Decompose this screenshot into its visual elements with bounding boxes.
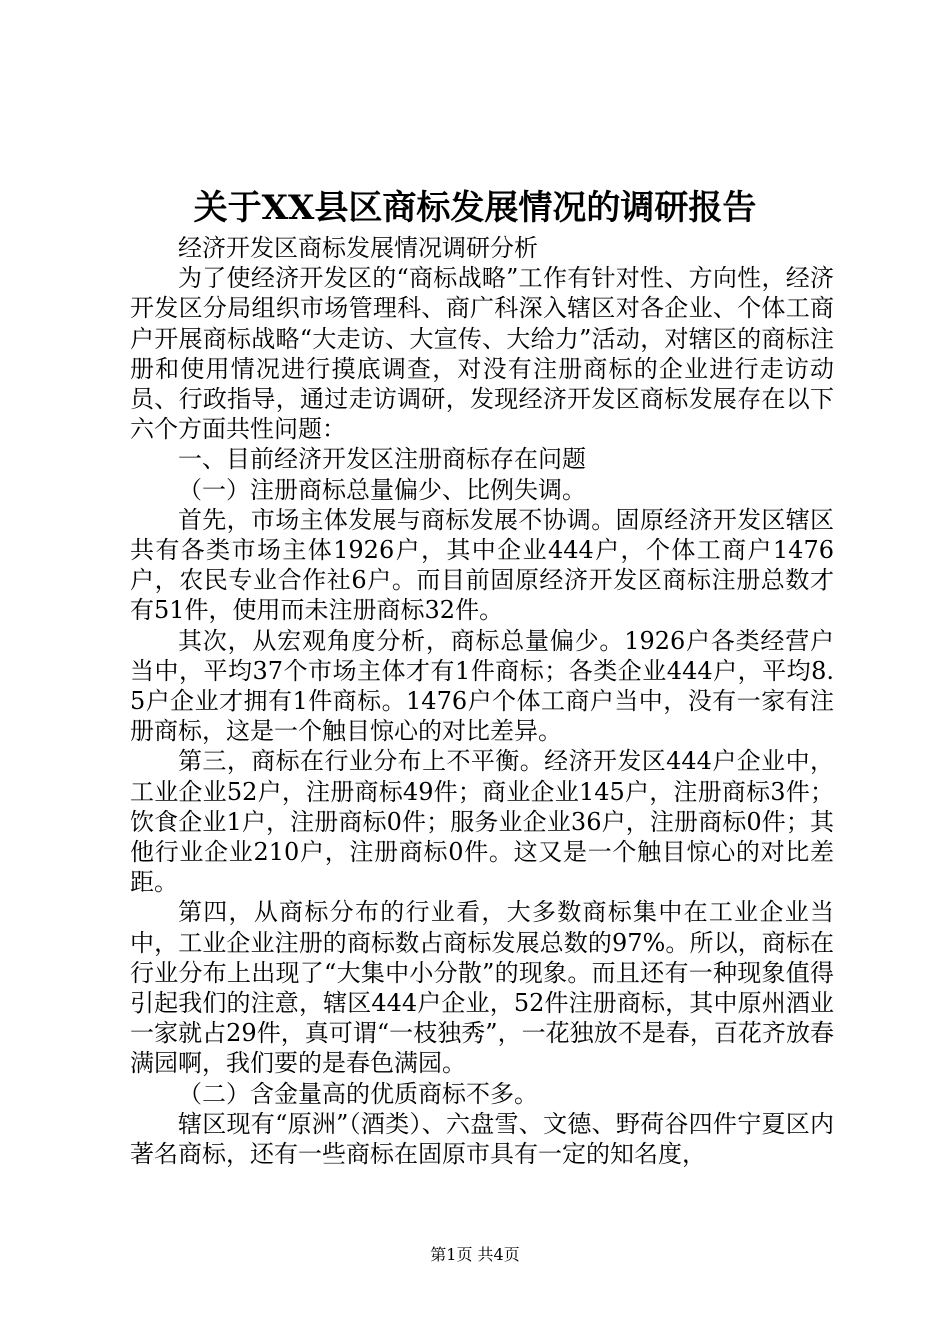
paragraph: 其次，从宏观角度分析，商标总量偏少。1926户各类经营户当中，平均37个市场主体才有1件商标；各类企业444户，平均8.5户企业才拥有1件商标。1476户个体工商户当中，没有一家有注册商标，这是一个触目惊心的对比差异。	[130, 626, 834, 746]
document-body	[130, 233, 834, 1169]
paragraph: 第三，商标在行业分布上不平衡。经济开发区444户企业中，工业企业52户，注册商标49件；商业企业145户，注册商标3件；饮食企业1户，注册商标0件；服务业企业36户，注册商标0件；其他行业企业210户，注册商标0件。这又是一个触目惊心的对比差距。	[130, 747, 834, 897]
paragraph: 首先，市场主体发展与商标发展不协调。固原经济开发区辖区共有各类市场主体1926户，其中企业444户，个体工商户1476户，农民专业合作社6户。而目前固原经济开发区商标注册总数才有51件，使用而未注册商标32件。	[130, 505, 834, 625]
subsection-heading: （二）含金量高的优质商标不多。	[178, 1079, 538, 1108]
paragraph: 辖区现有“原洲”（酒类）、六盘雪、文德、野荷谷四件宁夏区内著名商标，还有一些商标在固原市具有一定的知名度，	[130, 1109, 834, 1169]
paragraph: 第四，从商标分布的行业看，大多数商标集中在工业企业当中，工业企业注册的商标数占商标发展总数的97%。所以，商标在行业分布上出现了“大集中小分散”的现象。而且还有一种现象值得引起我们的注意，辖区444户企业，52件注册商标，其中原州酒业一家就占29件，真可谓“一枝独秀”，一花独放不是春，百花齐放春满园啊，我们要的是春色满园。	[130, 898, 834, 1078]
paragraph: 经济开发区商标发展情况调研分析	[178, 234, 538, 262]
section-heading: 一、目前经济开发区注册商标存在问题	[178, 445, 586, 474]
page-footer: 第1页 共4页	[430, 1245, 520, 1264]
paragraph: 为了使经济开发区的“商标战略”工作有针对性、方向性，经济开发区分局组织市场管理科、商广科深入辖区对各企业、个体工商户开展商标战略“大走访、大宣传、大给力”活动，对辖区的商标注册和使用情况进行摸底调查，对没有注册商标的企业进行走访动员、行政指导，通过走访调研，发现经济开发区商标发展存在以下六个方面共性问题：	[130, 264, 834, 444]
subsection-heading: （一）注册商标总量偏少、比例失调。	[178, 475, 586, 504]
document-title: 关于XX县区商标发展情况的调研报告	[193, 188, 757, 228]
